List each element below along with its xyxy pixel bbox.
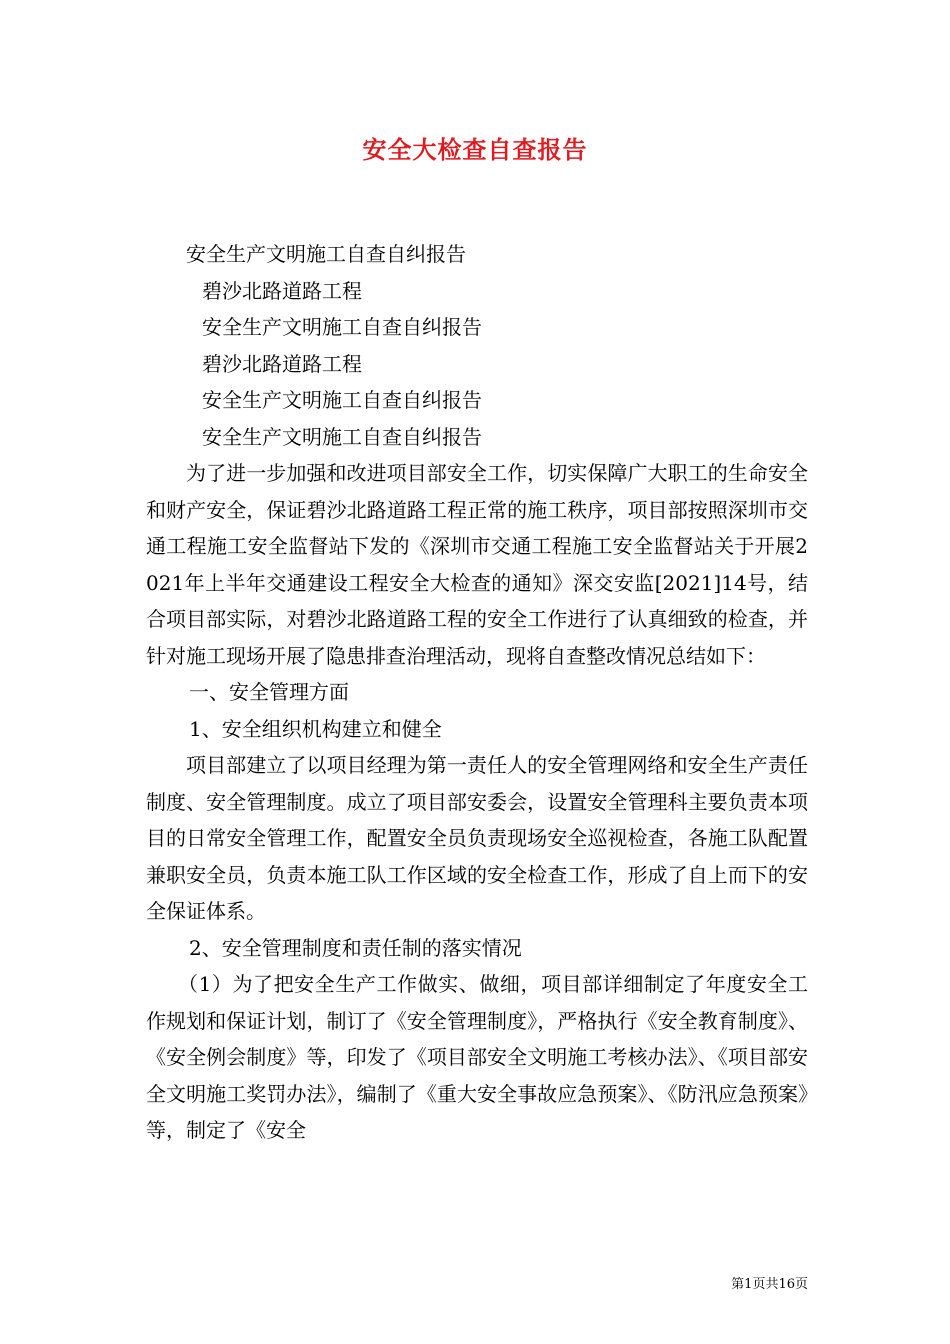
subtitle-line: 安全生产文明施工自查自纠报告 — [186, 242, 466, 266]
subtitle-line: 安全生产文明施工自查自纠报告 — [202, 315, 482, 339]
body-paragraph: （1）为了把安全生产工作做实、做细，项目部详细制定了年度安全工作规划和保证计划，制订了《安全管理制度》，严格执行《安全教育制度》、《安全例会制度》等，印发了《项目部安全文明施工考核办法》、《项目部安全文明施工奖罚办法》，编制了《重大安全事故应急预案》、《防汛应急预案》等，制定了《安全 — [146, 972, 808, 1142]
section-heading: 一、安全管理方面 — [189, 680, 349, 704]
item-heading: 1、安全组织机构建立和健全 — [189, 716, 442, 741]
body-paragraph: 项目部建立了以项目经理为第一责任人的安全管理网络和安全生产责任制度、安全管理制度。成立了项目部安委会，设置安全管理科主要负责本项目的日常安全管理工作，配置安全员负责现场安全巡视检查，各施工队配置兼职安全员，负责本施工队工作区域的安全检查工作，形成了自上而下的安全保证体系。 — [146, 753, 808, 923]
page-title: 安全大检查自查报告 — [362, 135, 588, 164]
subtitle-line: 碧沙北路道路工程 — [202, 278, 362, 303]
intro-paragraph: 为了进一步加强和改进项目部安全工作，切实保障广大职工的生命安全和财产安全，保证碧沙北路道路工程正常的施工秩序，项目部按照深圳市交通工程施工安全监督站下发的《深圳市交通工程施工安全监督站关于开展2021年上半年交通建设工程安全大检查的通知》深交安监[2021]14号，结合项目部实际，对碧沙北路道路工程的安全工作进行了认真细致的检查，并针对施工现场开展了隐患排查治理活动，现将自查整改情况总结如下： — [146, 461, 808, 668]
page-number: 第1页共16页 — [731, 1277, 808, 1292]
subtitle-line: 安全生产文明施工自查自纠报告 — [202, 424, 482, 449]
item-heading: 2、安全管理制度和责任制的落实情况 — [189, 935, 522, 960]
subtitle-line: 安全生产文明施工自查自纠报告 — [202, 388, 482, 412]
subtitle-line: 碧沙北路道路工程 — [202, 351, 362, 376]
document-body — [146, 236, 808, 1149]
